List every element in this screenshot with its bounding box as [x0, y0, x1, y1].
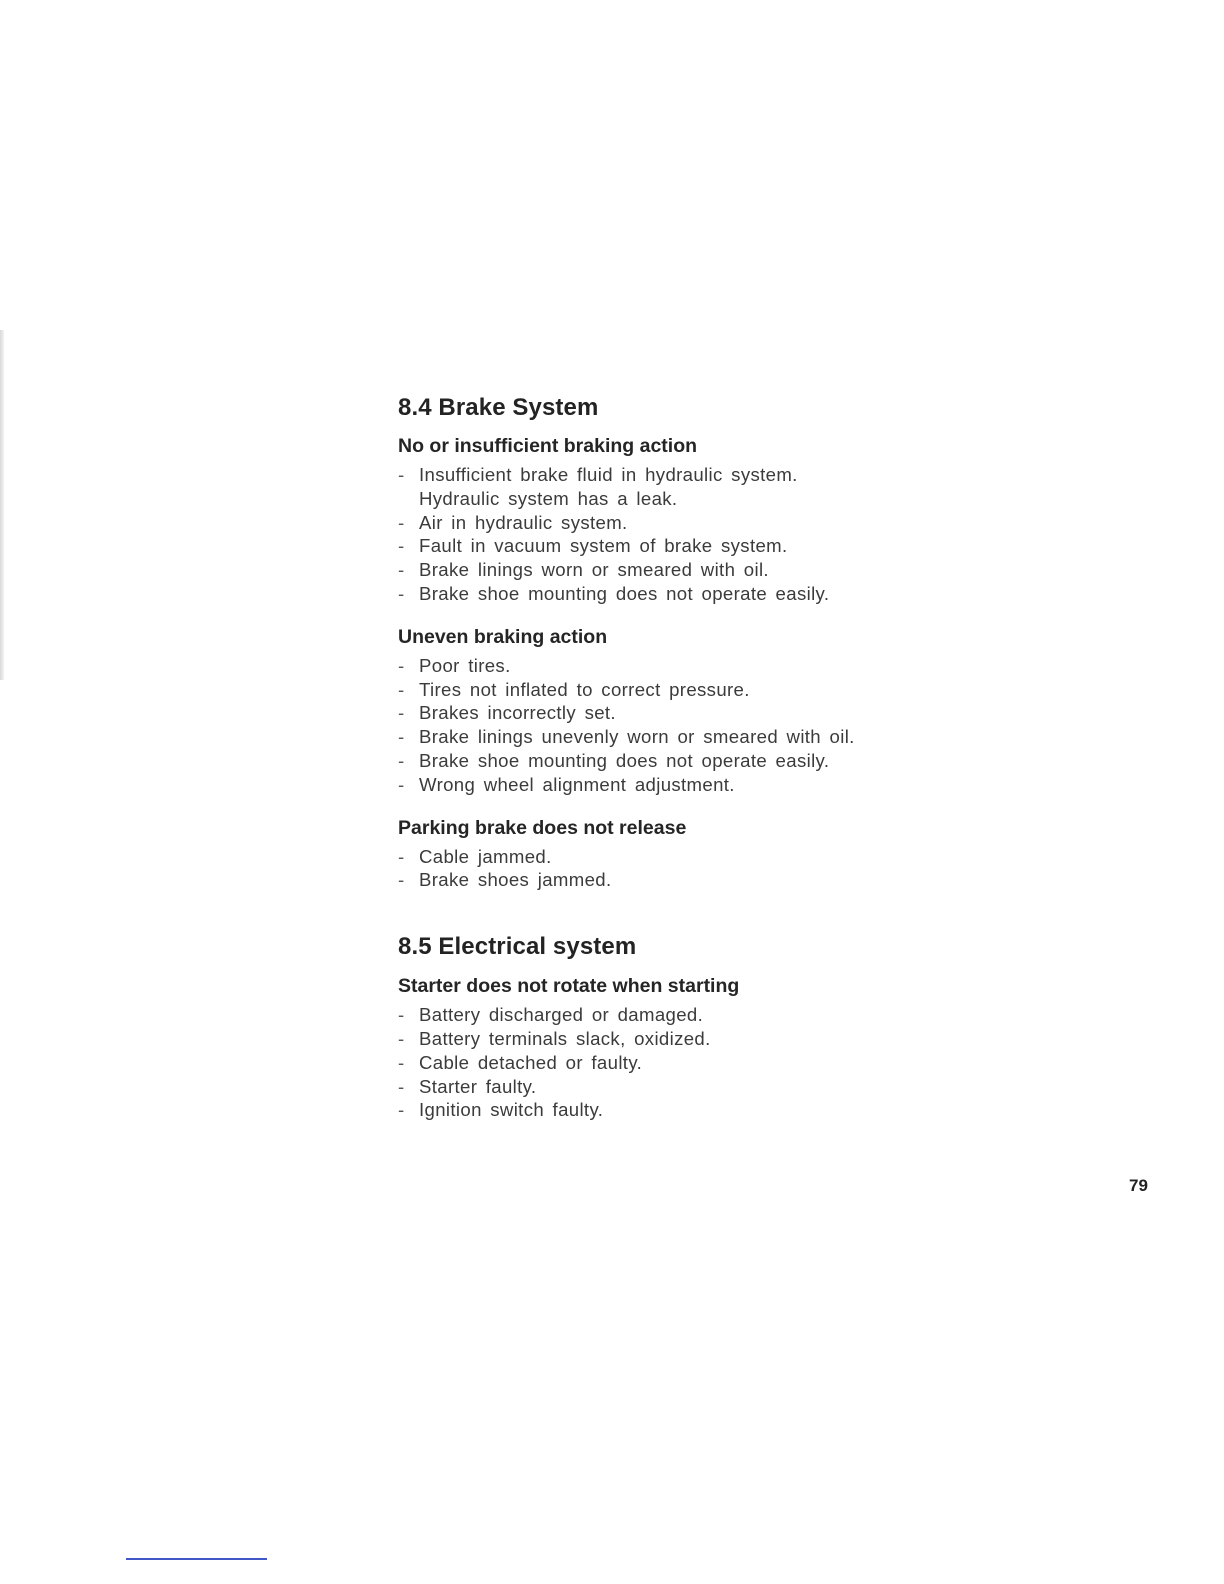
list-item — [398, 654, 958, 678]
list-item — [398, 845, 958, 869]
bullet-dash: - — [398, 773, 405, 795]
list-item-text: Brake shoe mounting does not operate easily. — [419, 582, 830, 604]
list-item-text: Air in hydraulic system. — [419, 511, 628, 533]
list-item-text: Wrong wheel alignment adjustment. — [419, 773, 735, 795]
list-item-text: Tires not inflated to correct pressure. — [419, 678, 750, 700]
list-item-text: Cable detached or faulty. — [419, 1051, 643, 1073]
list-item-text: Battery terminals slack, oxidized. — [419, 1027, 711, 1049]
bullet-dash: - — [398, 869, 405, 891]
list-uneven-braking-action — [398, 654, 958, 797]
bullet-dash: - — [398, 511, 405, 533]
section-title-electrical-system: 8.5 Electrical system — [398, 933, 637, 961]
list-item-text: Starter faulty. — [419, 1075, 537, 1097]
bullet-dash: - — [398, 702, 405, 724]
list-item-text: Poor tires. — [419, 654, 511, 676]
bullet-dash: - — [398, 654, 405, 676]
list-item — [398, 725, 958, 749]
list-item-text: Cable jammed. — [419, 845, 552, 867]
list-item-text: Brake linings unevenly worn or smeared with oil. — [419, 726, 855, 748]
list-item — [398, 701, 958, 725]
bullet-dash: - — [398, 1027, 405, 1049]
list-item — [398, 534, 958, 558]
list-parking-brake — [398, 845, 958, 893]
list-item-text: Brake shoe mounting does not operate easily. — [419, 749, 830, 771]
list-item — [398, 463, 958, 511]
list-item — [398, 1027, 958, 1051]
list-item-text: Battery discharged or damaged. — [419, 1004, 704, 1026]
bullet-dash: - — [398, 845, 405, 867]
bullet-dash: - — [398, 749, 405, 771]
subsection-title-parking-brake: Parking brake does not release — [398, 816, 687, 839]
list-item-text: Ignition switch faulty. — [419, 1099, 604, 1121]
section-title-brake-system: 8.4 Brake System — [398, 394, 599, 421]
list-item-text: Hydraulic system has a leak. — [419, 487, 678, 509]
bullet-dash: - — [398, 559, 405, 581]
subsection-title-uneven-braking-action: Uneven braking action — [398, 625, 608, 648]
list-no-braking-action — [398, 463, 958, 606]
bullet-dash: - — [398, 1004, 405, 1026]
list-item-text: Brake linings worn or smeared with oil. — [419, 559, 769, 581]
list-item-text: Insufficient brake fluid in hydraulic system. — [419, 464, 798, 485]
bullet-dash: - — [398, 1075, 405, 1097]
bottom-rule-line — [126, 1558, 267, 1560]
list-item — [398, 1051, 958, 1075]
subsection-title-starter-does-not-rotate: Starter does not rotate when starting — [398, 975, 740, 998]
list-item-text: Brakes incorrectly set. — [419, 702, 616, 724]
list-item — [398, 678, 958, 702]
bullet-dash: - — [398, 678, 405, 700]
page-content — [398, 392, 958, 1122]
list-item — [398, 868, 958, 892]
list-item — [398, 582, 958, 606]
list-item — [398, 1098, 958, 1122]
list-item-text: Brake shoes jammed. — [419, 869, 612, 891]
scan-edge-shadow — [0, 330, 4, 680]
subsection-title-no-braking-action: No or insufficient braking action — [398, 435, 698, 457]
list-item — [398, 773, 958, 797]
bullet-dash: - — [398, 1051, 405, 1073]
bullet-dash: - — [398, 1099, 405, 1121]
list-item — [398, 749, 958, 773]
list-item-text: Fault in vacuum system of brake system. — [419, 535, 788, 557]
list-item — [398, 1003, 958, 1027]
list-item — [398, 558, 958, 582]
bullet-dash: - — [398, 535, 405, 557]
bullet-dash: - — [398, 464, 405, 485]
list-item — [398, 1075, 958, 1099]
list-item — [398, 511, 958, 535]
page-number: 79 — [1129, 1176, 1148, 1195]
bullet-dash: - — [398, 582, 405, 604]
bullet-dash: - — [398, 726, 405, 748]
list-starter-does-not-rotate — [398, 1003, 958, 1122]
